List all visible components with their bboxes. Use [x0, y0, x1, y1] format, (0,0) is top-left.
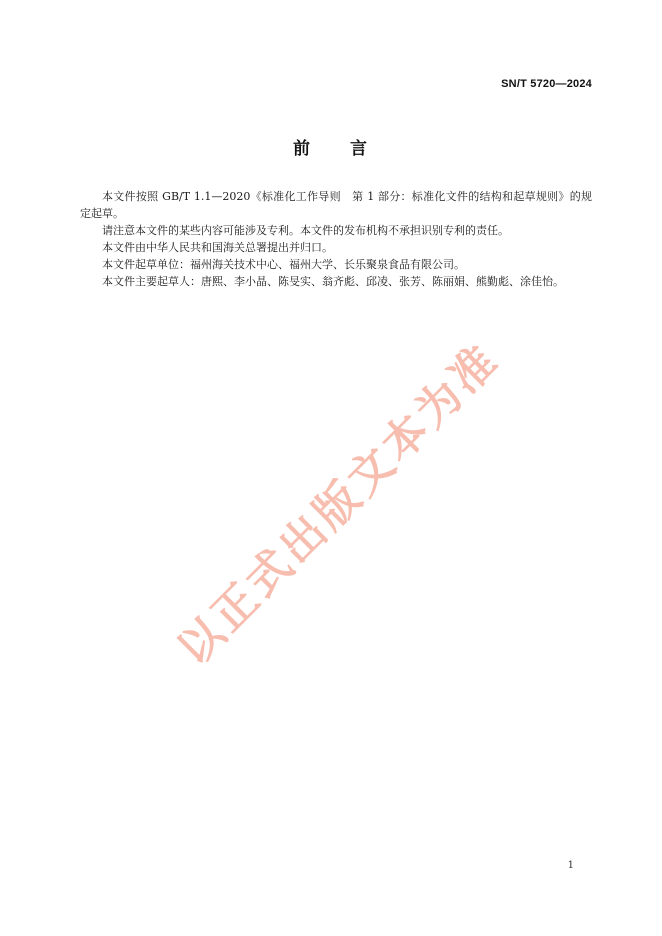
paragraph-proposer: 本文件由中华人民共和国海关总署提出并归口。	[102, 241, 333, 254]
paragraph-patent-notice: 请注意本文件的某些内容可能涉及专利。本文件的发布机构不承担识别专利的责任。	[102, 224, 509, 237]
paragraph-drafting-units: 本文件起草单位：福州海关技术中心、福州大学、长乐聚泉食品有限公司。	[102, 258, 465, 271]
page-title	[0, 134, 662, 159]
standard-code: SN/T 5720—2024	[501, 78, 592, 90]
foreword-body	[80, 188, 592, 290]
paragraph-drafters: 本文件主要起草人：唐熙、李小晶、陈旻实、翁齐彪、邱凌、张芳、陈丽娟、熊勤彪、涂佳怡。	[102, 275, 564, 288]
page-number: 1	[567, 860, 574, 871]
title-char-1: 前	[293, 139, 312, 159]
watermark-stamp: 以正式出版文本为准	[168, 333, 510, 676]
title-char-2: 言	[350, 139, 369, 159]
paragraph-drafting-rules: 本文件按照 GB/T 1.1—2020《标准化工作导则 第 1 部分：标准化文件的结构和起草规则》的规定起草。	[80, 190, 592, 220]
